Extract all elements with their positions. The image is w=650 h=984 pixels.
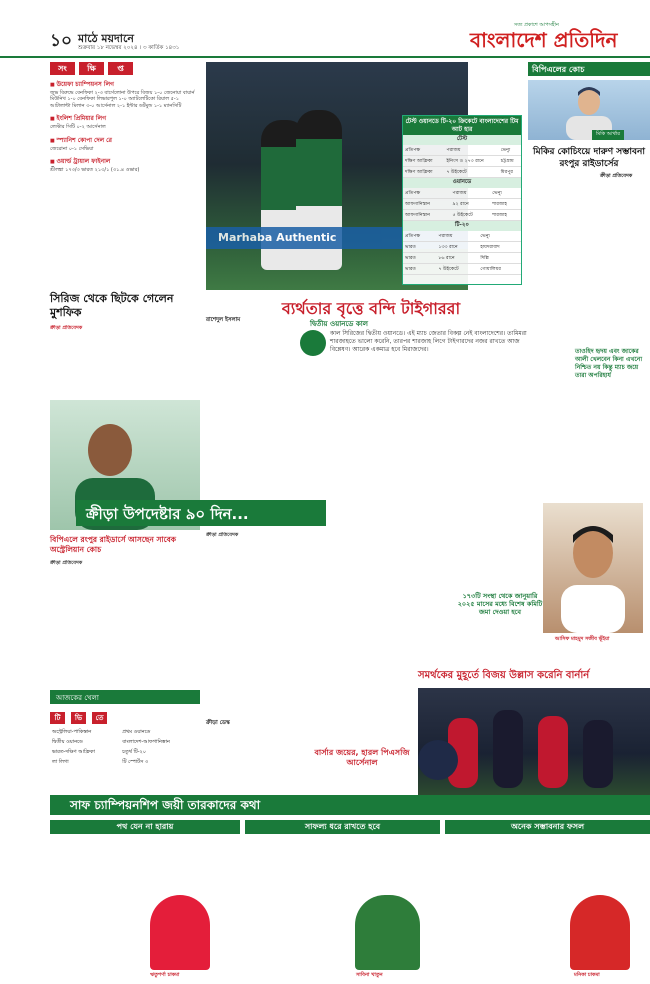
table-row: ভারত ১৩৩ রানে হায়দরাবাদ: [403, 242, 521, 253]
football-players-icon: [418, 688, 650, 798]
brief-title[interactable]: ■ স্প্যানিশ কোপা দেল রে: [50, 135, 200, 146]
dateline: শুক্রবার ১৮ নভেম্বর ২০২৪ । ৩ কার্তিক ১৪৩১: [78, 45, 180, 51]
team-logo-icon: [300, 330, 326, 356]
adviser-story-body: [206, 532, 511, 712]
section-name: মাঠে ময়দানে: [78, 32, 134, 45]
short-news-letter: সং: [50, 62, 75, 75]
story-desk: ক্রীড়া প্রতিবেদক: [600, 173, 633, 179]
stats-table: [403, 188, 521, 221]
story-desk: রাশেদুল ইসলাম: [206, 317, 241, 323]
brief-title[interactable]: ■ ওয়ার্ল্ড ট্রায়াল ফাইনাল: [50, 156, 200, 167]
saff-player-photo: [140, 890, 220, 970]
table-row: প্রতিপক্ষ পরাজয় ভেন্যু: [403, 188, 521, 199]
adviser-highlight: ১৭৩টি সংস্থা থেকে জানুয়ারি ২০২৫ মাসের মধ্যে বিশেষ কমিটি জমা দেওয়া হবে: [457, 592, 543, 616]
table-row: ভারত ৮৬ রানে দিল্লি: [403, 253, 521, 264]
story-desk: ক্রীড়া প্রতিবেদক: [50, 560, 83, 566]
coach-portrait-icon: [528, 80, 650, 140]
table-row: ভারত ৭ উইকেটে গোয়ালিয়র: [403, 264, 521, 275]
main-kicker: দ্বিতীয় ওয়ানডে কাল: [310, 320, 369, 328]
today-label: আজকের খেলা: [50, 690, 200, 704]
short-news-box: [50, 62, 200, 272]
stats-table-box: [402, 115, 522, 285]
left-story-body: [50, 325, 200, 395]
photo-caption: আসিফ মাহমুদ সজীব ভূঁইয়া: [555, 636, 610, 642]
saff-column-title[interactable]: সাফল্য ধরে রাখতে হবে: [245, 820, 440, 834]
tv-letter: টি: [50, 712, 65, 724]
table-row: প্রতিপক্ষ পরাজয় ভেন্যু: [403, 231, 521, 242]
brief-text: জুভ বিরুদ্ধে বেনফিকা ২-৩ বার্সেলোনা উপরে বিজয় ১-০ জেনোয়া বায়ার্ন মিউনিখ ১-০ বেনফিকা লিভারপুল ১-০ অ্যাটলেটিকো রিয়াল ৫-১ আটালান্টা মিলান ৩-০ আর্সেনাল ২-১ ইন্টার ডর্টমুন্ড ১-১ ম্যানসিটি: [50, 90, 195, 109]
brief-text: লেস্টার সিটি ০-২ আর্সেনাল: [50, 124, 106, 131]
banner-text: Marhaba Authentic: [218, 231, 337, 244]
tv-table: [50, 727, 200, 769]
stats-section: টেস্ট: [403, 135, 521, 145]
football-headline[interactable]: সমর্থকের মুহূর্তে বিজয় উল্লাস করেনি বার্নার্ন: [418, 670, 590, 681]
table-row: আফগানিস্তান ৯২ রানে শারজাহ: [403, 199, 521, 210]
coach-photo: [528, 80, 650, 140]
bpl-story-body: [50, 560, 200, 640]
saff-column-title[interactable]: অনেক সম্ভাবনার ফসল: [445, 820, 650, 834]
photo-caption: ঋতুপর্ণা চাকমা: [150, 972, 180, 978]
photo-caption: মনিকা চাকমা: [574, 972, 600, 978]
tv-letter: তে: [92, 712, 107, 724]
coach-story-body: [528, 182, 650, 342]
logo-tagline: সত্য প্রকাশে আপসহীন: [514, 22, 559, 28]
adviser-portrait-icon: [543, 503, 643, 633]
coach-name-tag: মিকি আর্থার: [592, 130, 624, 140]
main-story-body: [206, 362, 566, 512]
table-row: দ্বিতীয় ওয়ানডে বাংলাদেশ-আফগানিস্তান: [52, 739, 170, 745]
saff-column-title[interactable]: পথ যেন না হারায়: [50, 820, 240, 834]
callout-quote: তাওহিদ হৃদয় এবং জাকের আলী খেলবেন কিনা এখনো নিশ্চিত নয় কিন্তু ম্যাচ জয়ে তারা অপরিহার্য: [575, 348, 643, 379]
coach-kicker: বিপিএলের কোচ: [528, 62, 650, 76]
tv-schedule: [50, 712, 200, 772]
football-photo: [418, 688, 650, 798]
tv-letter: ভি: [71, 712, 86, 724]
stats-title: টেস্ট ওয়ানডে টি-২০ ক্রিকেটে বাংলাদেশের টিম আট হার: [403, 116, 521, 135]
brief-title[interactable]: ■ উয়েফা চ্যাম্পিয়নস লিগ: [50, 79, 200, 90]
photo-caption: সাবিনা খাতুন: [356, 972, 383, 978]
arsenal-headline[interactable]: বার্সার জয়ের, হারল পিএসজি আর্সেনাল: [314, 748, 410, 767]
page-number: ১০: [50, 31, 73, 51]
main-headline[interactable]: ব্যর্থতার বৃত্তে বন্দি টাইগাররা: [281, 299, 461, 318]
short-news-letter: ক্ষি: [79, 62, 104, 75]
coach-headline[interactable]: মিকির কোচিংয়ে দারুণ সম্ভাবনা রংপুর রাইডার্সের: [533, 147, 645, 169]
left-story-headline[interactable]: সিরিজ থেকে ছিটকে গেলেন মুশফিক: [50, 292, 174, 319]
brief-title[interactable]: ■ ইংলিশ প্রিমিয়ার লিগ: [50, 113, 200, 124]
brief-text: শ্রীলঙ্কা ১৭৩/৩ ভারত ২১৩/১ (৩১.৪ ওভার): [50, 167, 140, 174]
champions-league-logo-icon: [418, 740, 458, 780]
adviser-band: [76, 500, 326, 526]
saff-band: [50, 795, 650, 815]
table-row: আফগানিস্তান ৫ উইকেটে শারজাহ: [403, 210, 521, 221]
table-row: প্রতিপক্ষ পরাজয় ভেন্যু: [403, 145, 521, 156]
short-news-letter: প্ত: [108, 62, 133, 75]
bpl-headline[interactable]: বিপিএলে রংপুর রাইডার্সে আসছেন সাবেক অস্ট্রেলিয়ান কোচ: [50, 535, 177, 554]
short-news-letters: [50, 62, 200, 75]
saff-player-photo: [560, 890, 645, 970]
table-row: অস্ট্রেলিয়া-পাকিস্তান প্রথম ওয়ানডে: [52, 729, 151, 735]
adviser-photo: [543, 503, 643, 633]
saff-player-photo: [345, 890, 430, 970]
stats-section: টি-২০: [403, 221, 521, 231]
story-desk: ক্রীড়া প্রতিবেদক: [206, 532, 239, 538]
saff-headline[interactable]: সাফ চ্যাম্পিয়নশিপ জয়ী তারকাদের কথা: [70, 798, 261, 812]
brief-text: জেরোনা ০-১ সেভিয়া: [50, 145, 94, 152]
stats-table: [403, 145, 521, 178]
stats-table: [403, 231, 521, 275]
main-quote: কাল সিরিজের দ্বিতীয় ওয়ানডে। এই ম্যাচ জেতার বিকল্প নেই বাংলাদেশের। তামিমরা শারজাহতে ভালো করেনি, তারপর শারজাহ লিগে টাইগারদের নজর রাখতে আজ বিশ্লেষণ। আরেক একমাত্র হবে মিরাজদের।: [330, 330, 527, 353]
table-row: ভারত-দক্ষিণ আফ্রিকা চতুর্থ টি-২০: [52, 749, 147, 755]
table-row: লা লিগা টি স্পোর্টস ৩: [52, 759, 149, 765]
table-row: দক্ষিণ আফ্রিকা ৭ উইকেটে মিরপুর: [403, 167, 521, 178]
stats-section: ওয়ানডে: [403, 178, 521, 188]
newspaper-logo[interactable]: বাংলাদেশ প্রতিদিন: [470, 28, 618, 52]
story-desk: ক্রীড়া ডেস্ক: [206, 720, 230, 726]
adviser-headline[interactable]: ক্রীড়া উপদেষ্টার ৯০ দিন...: [86, 505, 249, 523]
story-desk: ক্রীড়া প্রতিবেদক: [50, 325, 83, 331]
table-row: দক্ষিণ আফ্রিকা ইনিংস ও ২৭৩ রানে চট্টগ্রাম: [403, 156, 521, 167]
tv-letters: [50, 712, 200, 724]
